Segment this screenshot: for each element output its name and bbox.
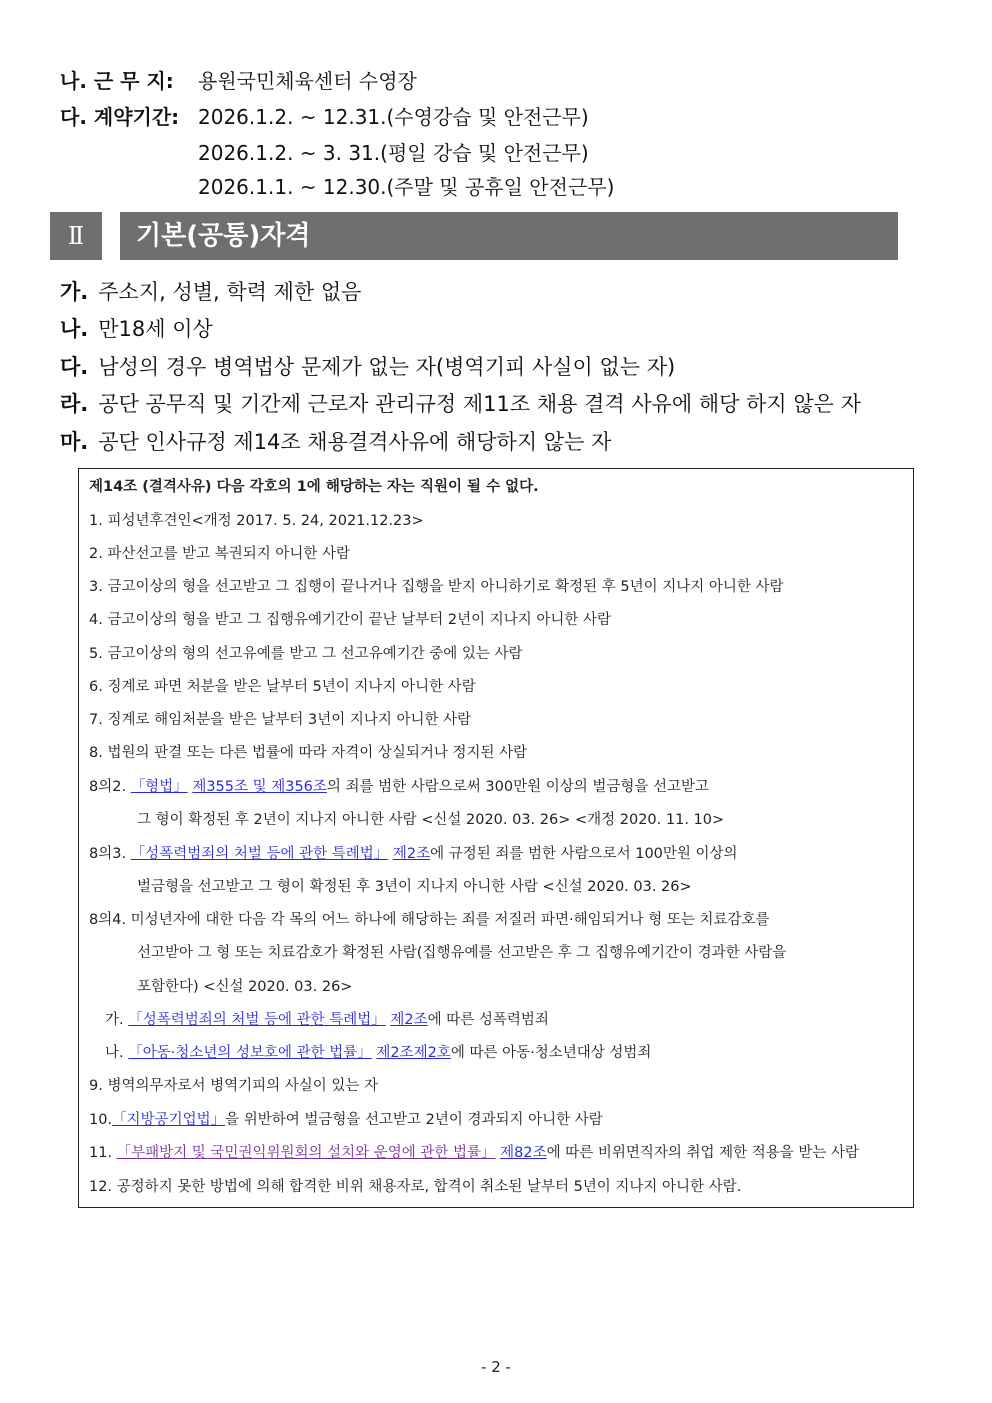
article-link[interactable]: 제355조 및 제356조 [192,779,327,795]
contract-period-line-3: 2026.1.1. ~ 12.30.(주말 및 공휴일 안전근무) [198,175,615,199]
item-text: 의 죄를 범한 사람으로써 300만원 이상의 벌금형을 선고받고 [326,779,710,795]
qualification-marker: 마. [60,430,89,454]
disqualification-item [89,776,709,798]
disqualification-item: 8. 법원의 판결 또는 다른 법률에 따라 자격이 상실되거나 정지된 사람 [89,745,528,761]
item-text: 을 위반하여 벌금형을 선고받고 2년이 경과되지 아니한 사람 [225,1112,603,1128]
article-link[interactable]: 제2조 [390,1012,428,1028]
sub-item-text: 에 따른 성폭력범죄 [427,1012,549,1028]
item-text: 에 규정된 죄를 범한 사람으로서 100만원 이상의 [430,846,738,862]
disqualification-item [89,1109,603,1131]
contract-period-line-2: 2026.1.2. ~ 3. 31.(평일 강습 및 안전근무) [198,141,589,165]
item-number: 11. [89,1145,113,1161]
item-number: 8의3. [89,846,127,862]
qualification-item [60,352,675,382]
disqualification-item: 4. 금고이상의 형을 받고 그 집행유예기간이 끝난 날부터 2년이 지나지 아니한 사람 [89,612,611,628]
disqualification-box [78,468,914,1208]
disqualification-item-continued: 포함한다) <신설 2020. 03. 26> [137,979,353,995]
local-public-enterprise-act-link[interactable]: 「지방공기업법」 [112,1112,226,1128]
disqualification-item: 8의4. 미성년자에 대한 다음 각 목의 어느 하나에 해당하는 죄를 저질러 파면·해임되거나 형 또는 치료감호를 [89,912,770,928]
qualification-marker: 라. [60,392,89,416]
criminal-act-link[interactable]: 「형법」 [130,779,188,795]
page-number: - 2 - [481,1358,511,1376]
sub-item-text: 에 따른 아동·청소년대상 성범죄 [450,1045,652,1061]
anti-corruption-act-link[interactable]: 「부패방지 및 국민권익위원회의 설치와 운영에 관한 법률」 [116,1145,496,1161]
work-place-line [60,68,417,94]
box-heading: 제14조 (결격사유) 다음 각호의 1에 해당하는 자는 직원이 될 수 없다. [89,479,539,495]
sub-item [105,1009,549,1031]
qualification-text: 주소지, 성별, 학력 제한 없음 [98,280,362,304]
qualification-text: 남성의 경우 병역법상 문제가 없는 자(병역기피 사실이 없는 자) [98,355,676,379]
article-link[interactable]: 제2조 [392,846,431,862]
youth-protection-act-link[interactable]: 「아동·청소년의 성보호에 관한 법률」 [128,1045,372,1061]
contract-period-label: 다. 계약기간: [60,105,180,129]
disqualification-item: 6. 징계로 파면 처분을 받은 날부터 5년이 지나지 아니한 사람 [89,679,476,695]
work-place-value: 용원국민체육센터 수영장 [198,69,417,93]
disqualification-item: 3. 금고이상의 형을 선고받고 그 집행이 끝나거나 집행을 받지 아니하기로 확정된 후 5년이 지나지 아니한 사람 [89,579,784,595]
disqualification-item: 12. 공정하지 못한 방법에 의해 합격한 비위 채용자로, 합격이 취소된 날부터 5년이 지나지 아니한 사람. [89,1179,742,1195]
article-link[interactable]: 제2조제2호 [376,1045,451,1061]
article-link[interactable]: 제82조 [500,1145,547,1161]
disqualification-item: 2. 파산선고를 받고 복권되지 아니한 사람 [89,546,350,562]
qualification-marker: 다. [60,355,89,379]
disqualification-item: 1. 피성년후견인<개정 2017. 5. 24, 2021.12.23> [89,513,424,529]
disqualification-item: 7. 징계로 해임처분을 받은 날부터 3년이 지나지 아니한 사람 [89,712,472,728]
qualification-item [60,277,361,307]
disqualification-item: 5. 금고이상의 형의 선고유예를 받고 그 선고유예기간 중에 있는 사람 [89,646,523,662]
item-text: 에 따른 비위면직자의 취업 제한 적용을 받는 사람 [546,1145,859,1161]
sexual-violence-act-link[interactable]: 「성폭력범죄의 처벌 등에 관한 특례법」 [128,1012,386,1028]
contract-period-line-1 [60,104,589,130]
disqualification-item: 9. 병역의무자로서 병역기피의 사실이 있는 자 [89,1078,379,1094]
sexual-violence-act-link[interactable]: 「성폭력범죄의 처벌 등에 관한 특례법」 [130,846,389,862]
sub-item-marker: 가. [105,1012,124,1028]
section-number: Ⅱ [50,212,102,260]
disqualification-item [89,843,738,865]
qualification-text: 만18세 이상 [98,317,213,341]
section-header [50,212,898,260]
disqualification-item [89,1142,859,1164]
qualification-text: 공단 공무직 및 기간제 근로자 관리규정 제11조 채용 결격 사유에 해당 하지 않은 자 [98,392,861,416]
qualification-marker: 나. [60,317,89,341]
section-title: 기본(공통)자격 [120,212,898,260]
disqualification-item-continued: 선고받아 그 형 또는 치료감호가 확정된 사람(집행유예를 선고받은 후 그 집행유예기간이 경과한 사람을 [137,945,787,961]
qualification-item [60,389,861,419]
item-number: 10. [89,1112,113,1128]
qualification-item [60,314,213,344]
item-number: 8의2. [89,779,127,795]
contract-period-value: 2026.1.2. ~ 12.31.(수영강습 및 안전근무) [198,105,589,129]
sub-item [105,1042,651,1064]
qualification-text: 공단 인사규정 제14조 채용결격사유에 해당하지 않는 자 [98,430,612,454]
disqualification-item-continued: 그 형이 확정된 후 2년이 지나지 아니한 사람 <신설 2020. 03. 26> <개정 2020. 11. 10> [137,812,725,828]
qualification-item [60,427,611,457]
sub-item-marker: 나. [105,1045,124,1061]
disqualification-item-continued: 벌금형을 선고받고 그 형이 확정된 후 3년이 지나지 아니한 사람 <신설 2020. 03. 26> [137,879,692,895]
work-place-label: 나. 근 무 지: [60,69,174,93]
qualification-marker: 가. [60,280,89,304]
